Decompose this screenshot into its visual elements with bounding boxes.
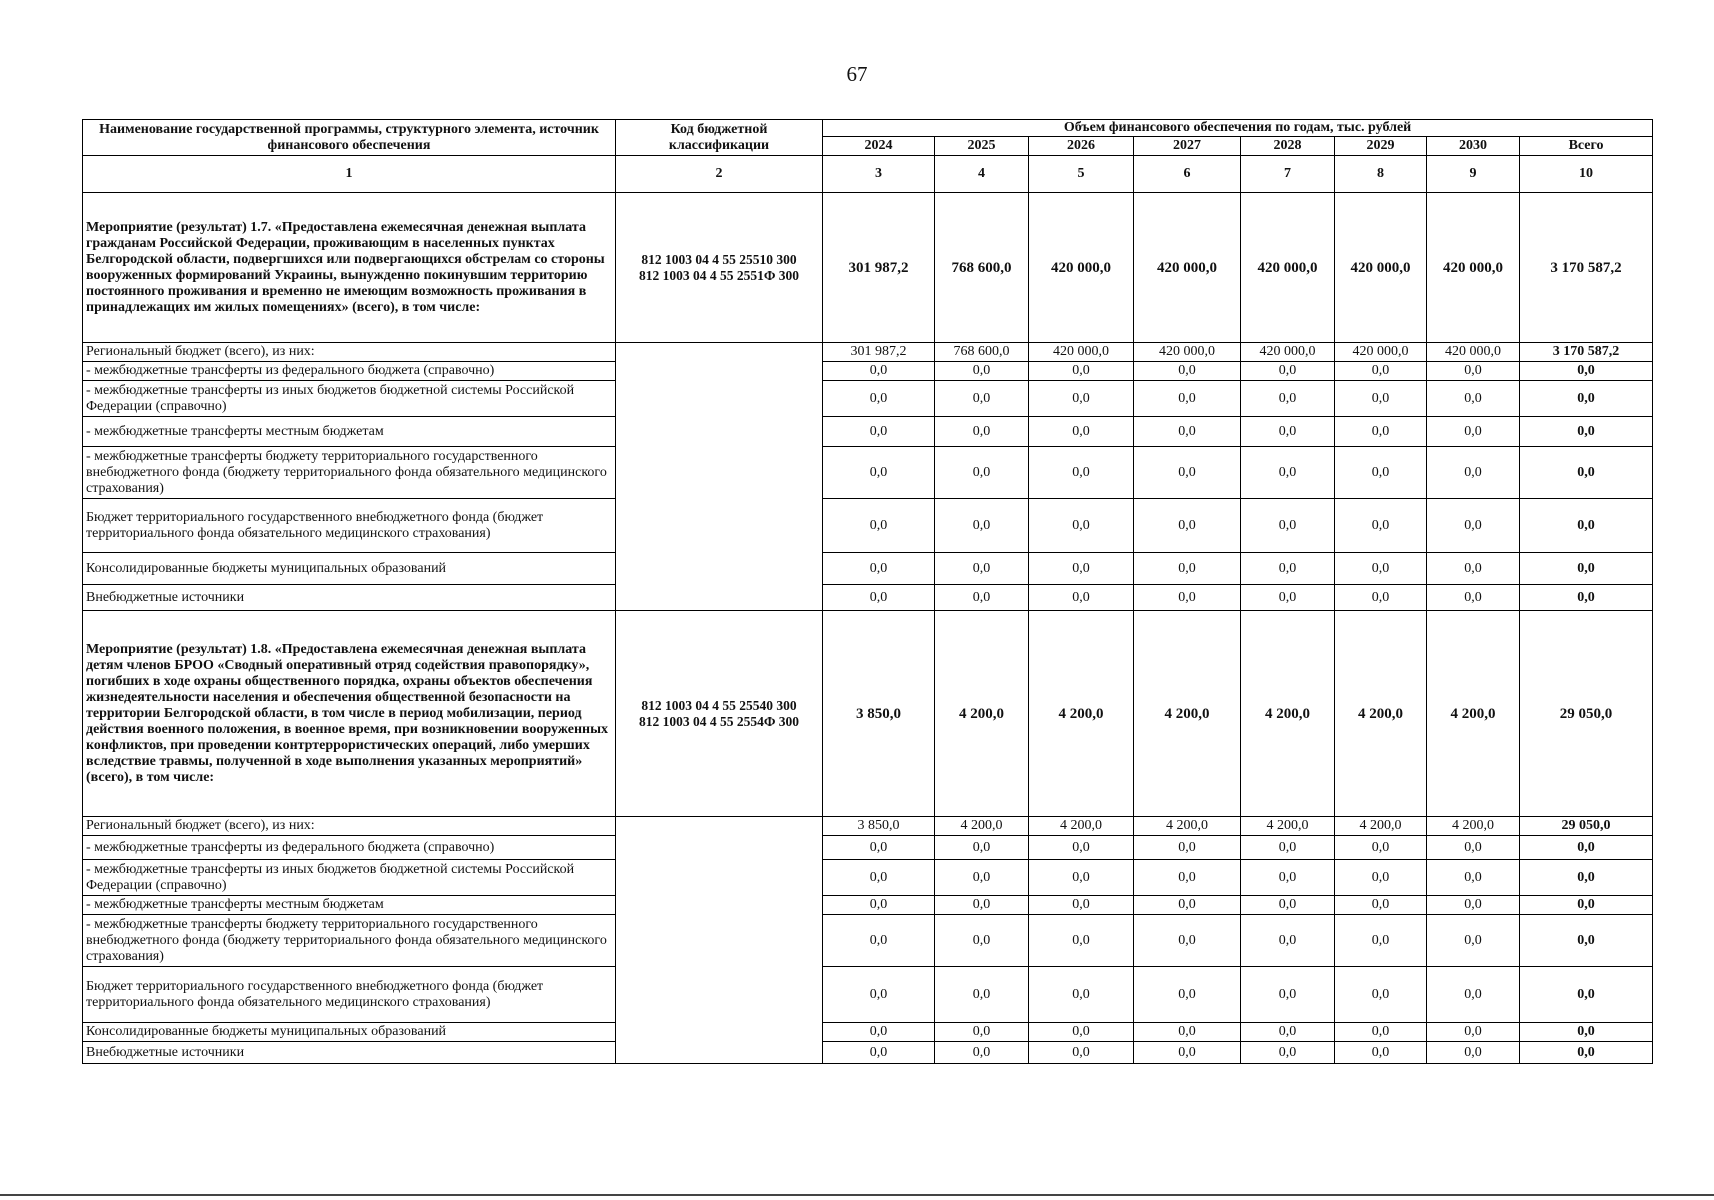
table-row [83, 381, 1653, 417]
cell-value: 0,0 [1335, 447, 1427, 499]
header-volume: Объем финансового обеспечения по годам, тыс. рублей [823, 120, 1653, 137]
cell-value: 0,0 [935, 896, 1029, 915]
measure-value: 4 200,0 [1427, 611, 1520, 817]
row-label: Региональный бюджет (всего), из них: [83, 817, 616, 836]
measure-value: 4 200,0 [1134, 611, 1241, 817]
cell-value: 0,0 [1335, 967, 1427, 1023]
header-year: 2024 [823, 137, 935, 156]
cell-value: 0,0 [1134, 447, 1241, 499]
header-year: 2030 [1427, 137, 1520, 156]
cell-value: 0,0 [1241, 585, 1335, 611]
cell-total: 0,0 [1520, 967, 1653, 1023]
cell-value: 0,0 [1241, 499, 1335, 553]
measure-1-7-code [616, 193, 823, 343]
measure-value: 3 850,0 [823, 611, 935, 817]
cell-total: 0,0 [1520, 860, 1653, 896]
cell-value: 0,0 [935, 417, 1029, 447]
measure-value: 420 000,0 [1335, 193, 1427, 343]
cell-value: 0,0 [823, 860, 935, 896]
cell-value: 0,0 [1134, 499, 1241, 553]
measure-value: 4 200,0 [935, 611, 1029, 817]
cell-value: 0,0 [935, 915, 1029, 967]
cell-value: 0,0 [1335, 499, 1427, 553]
cell-total: 3 170 587,2 [1520, 343, 1653, 362]
cell-value: 0,0 [823, 1042, 935, 1064]
header-year: 2028 [1241, 137, 1335, 156]
cell-total: 0,0 [1520, 381, 1653, 417]
cell-value: 4 200,0 [1241, 817, 1335, 836]
budget-code: 812 1003 04 4 55 25540 300 [641, 697, 797, 713]
cell-total: 0,0 [1520, 362, 1653, 381]
cell-total: 0,0 [1520, 585, 1653, 611]
cell-value: 301 987,2 [823, 343, 935, 362]
row-label: - межбюджетные трансферты из федерального бюджета (справочно) [83, 836, 616, 860]
cell-value: 0,0 [1241, 1042, 1335, 1064]
cell-value: 0,0 [1427, 967, 1520, 1023]
cell-value: 768 600,0 [935, 343, 1029, 362]
column-index: 8 [1335, 156, 1427, 193]
measure-value: 4 200,0 [1241, 611, 1335, 817]
cell-value: 4 200,0 [935, 817, 1029, 836]
cell-value: 0,0 [1134, 381, 1241, 417]
cell-value: 0,0 [1241, 896, 1335, 915]
cell-value: 420 000,0 [1134, 343, 1241, 362]
cell-value: 0,0 [1029, 896, 1134, 915]
measure-value: 301 987,2 [823, 193, 935, 343]
cell-value: 0,0 [935, 1042, 1029, 1064]
budget-code: 812 1003 04 4 55 2551Ф 300 [638, 267, 800, 283]
row-label: Внебюджетные источники [83, 1042, 616, 1064]
cell-value: 0,0 [823, 967, 935, 1023]
cell-total: 0,0 [1520, 896, 1653, 915]
code-cell-empty [616, 343, 823, 611]
cell-value: 4 200,0 [1427, 817, 1520, 836]
table-row [83, 896, 1653, 915]
cell-value: 0,0 [1335, 1042, 1427, 1064]
cell-value: 0,0 [1427, 896, 1520, 915]
row-label: - межбюджетные трансферты из федерального бюджета (справочно) [83, 362, 616, 381]
cell-value: 0,0 [935, 967, 1029, 1023]
measure-value: 420 000,0 [1427, 193, 1520, 343]
budget-code: 812 1003 04 4 55 25510 300 [641, 251, 797, 267]
cell-value: 0,0 [1335, 1023, 1427, 1042]
cell-value: 0,0 [1335, 585, 1427, 611]
cell-value: 0,0 [1427, 915, 1520, 967]
table-row [83, 915, 1653, 967]
cell-value: 420 000,0 [1427, 343, 1520, 362]
cell-value: 0,0 [1134, 1042, 1241, 1064]
cell-value: 0,0 [935, 860, 1029, 896]
row-label: - межбюджетные трансферты бюджету территориального государственного внебюджетного фонда (бюджету территориального фонда обязательного медицинского страхования) [83, 447, 616, 499]
cell-value: 0,0 [1335, 553, 1427, 585]
table-row [83, 417, 1653, 447]
cell-value: 0,0 [1335, 860, 1427, 896]
cell-value: 0,0 [1335, 362, 1427, 381]
table-row [83, 836, 1653, 860]
cell-total: 0,0 [1520, 417, 1653, 447]
cell-value: 0,0 [823, 499, 935, 553]
cell-value: 0,0 [935, 1023, 1029, 1042]
cell-value: 0,0 [1029, 915, 1134, 967]
row-label: Бюджет территориального государственного внебюджетного фонда (бюджет территориального фонда обязательного медицинского страхования) [83, 967, 616, 1023]
cell-value: 0,0 [1335, 417, 1427, 447]
measure-1-7-title: Мероприятие (результат) 1.7. «Предоставлена ежемесячная денежная выплата гражданам Российской Федерации, проживающим в населенных пунктах Белгородской области, подвергшихся или подвергающихся обстрелам со стороны вооруженных формирований Украины, вынужденно покинувшим территорию постоянного проживания и временно не имеющим возможность проживания в принадлежащих им жилых помещениях» (всего), в том числе: [83, 193, 616, 343]
cell-value: 0,0 [1427, 499, 1520, 553]
measure-value: 4 200,0 [1335, 611, 1427, 817]
cell-value: 0,0 [823, 896, 935, 915]
cell-value: 0,0 [1029, 553, 1134, 585]
header-year: 2025 [935, 137, 1029, 156]
column-index: 4 [935, 156, 1029, 193]
column-index: 6 [1134, 156, 1241, 193]
column-index: 10 [1520, 156, 1653, 193]
cell-value: 0,0 [1427, 836, 1520, 860]
measure-value: 420 000,0 [1134, 193, 1241, 343]
cell-value: 0,0 [1029, 381, 1134, 417]
cell-value: 0,0 [823, 417, 935, 447]
table-row [83, 585, 1653, 611]
row-label: - межбюджетные трансферты из иных бюджетов бюджетной системы Российской Федерации (справочно) [83, 860, 616, 896]
header-year: 2026 [1029, 137, 1134, 156]
measure-value: 420 000,0 [1029, 193, 1134, 343]
column-index: 5 [1029, 156, 1134, 193]
row-label: - межбюджетные трансферты бюджету территориального государственного внебюджетного фонда (бюджету территориального фонда обязательного медицинского страхования) [83, 915, 616, 967]
cell-value: 0,0 [1029, 499, 1134, 553]
cell-total: 0,0 [1520, 1023, 1653, 1042]
cell-value: 0,0 [1134, 1023, 1241, 1042]
cell-value: 0,0 [1335, 896, 1427, 915]
cell-total: 0,0 [1520, 1042, 1653, 1064]
cell-value: 0,0 [1241, 1023, 1335, 1042]
measure-value: 420 000,0 [1241, 193, 1335, 343]
cell-value: 0,0 [1427, 447, 1520, 499]
cell-value: 0,0 [823, 362, 935, 381]
header-year: 2027 [1134, 137, 1241, 156]
code-cell-empty [616, 817, 823, 1064]
cell-value: 0,0 [1134, 417, 1241, 447]
cell-total: 0,0 [1520, 553, 1653, 585]
cell-value: 0,0 [1241, 967, 1335, 1023]
cell-value: 0,0 [823, 836, 935, 860]
row-label: Бюджет территориального государственного внебюджетного фонда (бюджет территориального фонда обязательного медицинского страхования) [83, 499, 616, 553]
cell-value: 0,0 [1427, 417, 1520, 447]
cell-total: 0,0 [1520, 915, 1653, 967]
cell-value: 0,0 [1427, 1023, 1520, 1042]
cell-value: 3 850,0 [823, 817, 935, 836]
cell-value: 0,0 [1029, 836, 1134, 860]
column-index: 3 [823, 156, 935, 193]
cell-value: 0,0 [1134, 860, 1241, 896]
cell-value: 420 000,0 [1241, 343, 1335, 362]
header-total: Всего [1520, 137, 1653, 156]
scan-edge-line [0, 1194, 1714, 1196]
cell-value: 4 200,0 [1029, 817, 1134, 836]
cell-value: 0,0 [1029, 860, 1134, 896]
budget-table [82, 119, 1653, 1064]
measure-row [83, 611, 1653, 817]
cell-value: 0,0 [1241, 417, 1335, 447]
cell-value: 4 200,0 [1335, 817, 1427, 836]
row-label: Консолидированные бюджеты муниципальных образований [83, 553, 616, 585]
cell-value: 420 000,0 [1335, 343, 1427, 362]
cell-value: 0,0 [1241, 915, 1335, 967]
column-index: 2 [616, 156, 823, 193]
cell-value: 0,0 [1134, 585, 1241, 611]
cell-value: 0,0 [1335, 915, 1427, 967]
cell-value: 0,0 [935, 585, 1029, 611]
row-label: Региональный бюджет (всего), из них: [83, 343, 616, 362]
column-index: 9 [1427, 156, 1520, 193]
cell-value: 0,0 [1134, 967, 1241, 1023]
cell-value: 0,0 [823, 553, 935, 585]
table-row [83, 817, 1653, 836]
table-row [83, 967, 1653, 1023]
column-index: 7 [1241, 156, 1335, 193]
table-row [83, 499, 1653, 553]
cell-value: 0,0 [823, 915, 935, 967]
cell-total: 29 050,0 [1520, 817, 1653, 836]
header-year: 2029 [1335, 137, 1427, 156]
table-row [83, 362, 1653, 381]
row-label: - межбюджетные трансферты местным бюджетам [83, 896, 616, 915]
cell-total: 0,0 [1520, 836, 1653, 860]
cell-value: 0,0 [1134, 836, 1241, 860]
cell-value: 420 000,0 [1029, 343, 1134, 362]
cell-value: 0,0 [1241, 860, 1335, 896]
cell-value: 0,0 [823, 447, 935, 499]
cell-value: 0,0 [935, 553, 1029, 585]
cell-value: 0,0 [1427, 860, 1520, 896]
cell-value: 0,0 [1427, 1042, 1520, 1064]
cell-value: 0,0 [1241, 836, 1335, 860]
measure-total: 29 050,0 [1520, 611, 1653, 817]
cell-total: 0,0 [1520, 499, 1653, 553]
cell-value: 0,0 [1029, 417, 1134, 447]
cell-value: 0,0 [1029, 362, 1134, 381]
cell-value: 0,0 [935, 447, 1029, 499]
cell-value: 0,0 [1029, 1023, 1134, 1042]
cell-value: 0,0 [1427, 553, 1520, 585]
cell-value: 0,0 [1241, 553, 1335, 585]
budget-code: 812 1003 04 4 55 2554Ф 300 [638, 713, 800, 729]
cell-value: 0,0 [1427, 585, 1520, 611]
cell-value: 0,0 [823, 381, 935, 417]
measure-1-8-code [616, 611, 823, 817]
row-label: - межбюджетные трансферты из иных бюджетов бюджетной системы Российской Федерации (справочно) [83, 381, 616, 417]
cell-value: 0,0 [1427, 362, 1520, 381]
row-label: - межбюджетные трансферты местным бюджетам [83, 417, 616, 447]
cell-value: 4 200,0 [1134, 817, 1241, 836]
row-label: Консолидированные бюджеты муниципальных образований [83, 1023, 616, 1042]
cell-value: 0,0 [823, 1023, 935, 1042]
cell-value: 0,0 [1029, 447, 1134, 499]
cell-value: 0,0 [1241, 362, 1335, 381]
table-row [83, 553, 1653, 585]
cell-total: 0,0 [1520, 447, 1653, 499]
cell-value: 0,0 [935, 362, 1029, 381]
table-row [83, 343, 1653, 362]
table-row [83, 1023, 1653, 1042]
cell-value: 0,0 [1241, 447, 1335, 499]
measure-value: 768 600,0 [935, 193, 1029, 343]
cell-value: 0,0 [935, 499, 1029, 553]
cell-value: 0,0 [1241, 381, 1335, 417]
cell-value: 0,0 [1134, 896, 1241, 915]
cell-value: 0,0 [1029, 1042, 1134, 1064]
measure-total: 3 170 587,2 [1520, 193, 1653, 343]
header-code: Код бюджетной классификации [616, 120, 823, 156]
cell-value: 0,0 [1134, 553, 1241, 585]
cell-value: 0,0 [1335, 836, 1427, 860]
table-row [83, 860, 1653, 896]
cell-value: 0,0 [1029, 585, 1134, 611]
measure-value: 4 200,0 [1029, 611, 1134, 817]
cell-value: 0,0 [935, 381, 1029, 417]
cell-value: 0,0 [1427, 381, 1520, 417]
table-row [83, 1042, 1653, 1064]
cell-value: 0,0 [1134, 362, 1241, 381]
cell-value: 0,0 [1134, 915, 1241, 967]
column-index: 1 [83, 156, 616, 193]
page-number: 67 [846, 62, 868, 86]
cell-value: 0,0 [823, 585, 935, 611]
cell-value: 0,0 [1029, 967, 1134, 1023]
header-name: Наименование государственной программы, структурного элемента, источник финансового обеспечения [83, 120, 616, 156]
cell-value: 0,0 [1335, 381, 1427, 417]
cell-value: 0,0 [935, 836, 1029, 860]
measure-1-8-title: Мероприятие (результат) 1.8. «Предоставлена ежемесячная денежная выплата детям членов БРОО «Сводный оперативный отряд содействия правопорядку», погибших в ходе охраны общественного порядка, охраны объектов обеспечения жизнедеятельности населения и обеспечения общественной безопасности на территории Белгородской области, в том числе в период мобилизации, период действия военного положения, в военное время, при возникновении вооруженных конфликтов, при проведении контртеррористических операций, либо умерших вследствие травмы, полученной в ходе выполнения указанных мероприятий» (всего), в том числе: [83, 611, 616, 817]
row-label: Внебюджетные источники [83, 585, 616, 611]
measure-row [83, 193, 1653, 343]
table-row [83, 447, 1653, 499]
